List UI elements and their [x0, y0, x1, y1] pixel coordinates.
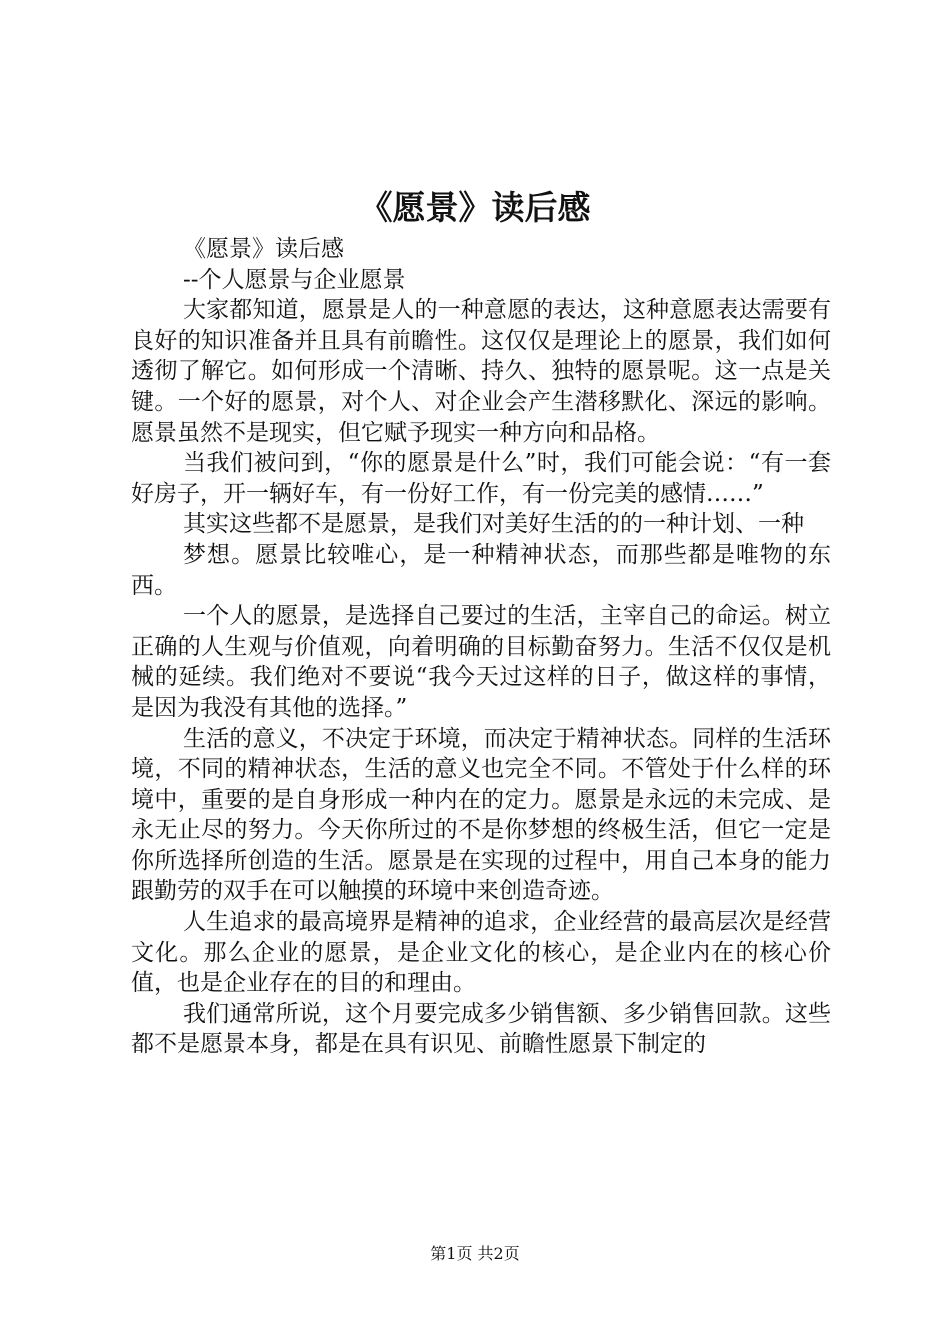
paragraph-subheading: --个人愿景与企业愿景 [183, 266, 406, 293]
document-title: 《愿景》读后感 [359, 188, 591, 227]
paragraph: 一个人的愿景，是选择自己要过的生活，主宰自己的命运。树立正确的人生观与价值观，向着明确的目标勤奋努力。生活不仅仅是机械的延续。我们绝对不要说“我今天过这样的日子，做这样的事情，是因为我没有其他的选择。” [131, 603, 831, 721]
paragraph-subtitle: 《愿景》读后感 [183, 236, 344, 262]
paragraph: 梦想。愿景比较唯心，是一种精神状态，而那些都是唯物的东西。 [131, 541, 831, 599]
paragraph: 我们通常所说，这个月要完成多少销售额、多少销售回款。这些都不是愿景本身，都是在具有识见、前瞻性愿景下制定的 [131, 1000, 831, 1058]
paragraph: 大家都知道，愿景是人的一种意愿的表达，这种意愿表达需要有良好的知识准备并且具有前瞻性。这仅仅是理论上的愿景，我们如何透彻了解它。如何形成一个清晰、持久、独特的愿景呢。这一点是关键。一个好的愿景，对个人、对企业会产生潜移默化、深远的影响。愿景虽然不是现实，但它赋予现实一种方向和品格。 [131, 297, 831, 446]
paragraph: 人生追求的最高境界是精神的追求，企业经营的最高层次是经营文化。那么企业的愿景，是企业文化的核心，是企业内在的核心价值，也是企业存在的目的和理由。 [131, 909, 831, 997]
paragraph: 当我们被问到，“你的愿景是什么”时，我们可能会说：“有一套好房子，开一辆好车，有一份好工作，有一份完美的感情……” [131, 450, 831, 507]
page-footer: 第1页 共2页 [430, 1244, 520, 1263]
document-body [131, 234, 831, 1060]
paragraph: 其实这些都不是愿景，是我们对美好生活的的一种计划、一种 [183, 511, 804, 538]
paragraph: 生活的意义，不决定于环境，而决定于精神状态。同样的生活环境，不同的精神状态，生活的意义也完全不同。不管处于什么样的环境中，重要的是自身形成一种内在的定力。愿景是永远的未完成、是永无止尽的努力。今天你所过的不是你梦想的终极生活，但它一定是你所选择所创造的生活。愿景是在实现的过程中，用自己本身的能力跟勤劳的双手在可以触摸的环境中来创造奇迹。 [131, 725, 831, 905]
